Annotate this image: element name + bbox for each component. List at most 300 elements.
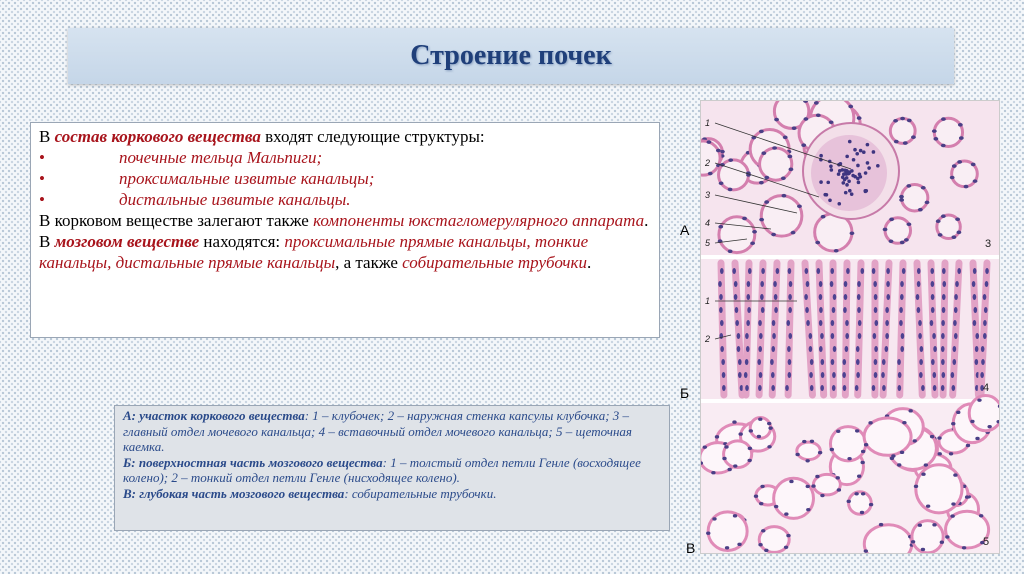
nucleus [844,191,848,195]
nucleus [847,179,851,183]
panel-label-c: В [686,540,696,556]
nucleus [900,117,905,121]
nucleus [970,420,974,423]
nucleus [973,268,977,274]
nucleus [806,508,810,511]
nucleus [786,320,790,326]
nucleus [859,149,863,153]
nucleus [759,181,764,185]
nucleus [954,307,958,313]
nucleus [899,320,903,326]
nucleus [747,307,751,313]
nucleus [788,372,792,378]
nucleus [843,307,847,313]
nucleus [774,505,778,508]
nucleus [971,163,976,167]
nucleus [862,150,866,154]
nucleus [902,268,906,274]
nucleus [734,294,738,300]
nucleus [955,217,960,221]
nucleus [917,281,921,287]
nucleus [866,161,870,165]
nucleus [885,320,889,326]
nucleus [949,452,953,455]
nucleus [921,472,925,475]
bullet-dot: • [39,148,45,167]
nucleus [814,101,819,105]
nucleus [728,158,733,162]
nucleus [941,117,946,121]
nucleus [747,459,751,462]
nucleus [789,480,793,483]
nucleus [952,385,956,391]
nucleus [906,184,911,188]
nucleus [724,445,728,448]
nucleus [911,135,916,139]
histology-svg [701,101,999,553]
duct-section [864,525,912,553]
nucleus [874,359,878,365]
nucleus [973,320,977,326]
nucleus [754,495,758,498]
nucleus [781,176,786,180]
nucleus [941,346,945,352]
nucleus [720,346,724,352]
nucleus [761,529,765,532]
nucleus [829,165,833,169]
nucleus [885,333,889,339]
nucleus [772,146,777,150]
corner-c: 5 [983,536,990,548]
nucleus [889,239,894,243]
nucleus [864,443,868,446]
tubule-section [934,118,962,146]
nucleus [842,359,846,365]
nucleus [733,464,737,467]
nucleus [898,385,902,391]
nucleus [966,444,970,447]
nucleus [846,268,850,274]
nucleus [843,385,847,391]
nucleus [828,198,832,202]
nucleus [829,120,834,124]
nucleus [907,222,912,226]
nucleus [918,320,922,326]
nucleus [758,543,762,546]
nucleus [718,225,723,229]
nucleus [837,172,841,176]
nucleus [889,218,894,222]
nucleus [897,359,901,365]
nucleus [728,250,733,254]
duct-section [912,521,943,553]
nucleus [900,294,904,300]
nucleus [836,476,840,479]
nucleus [983,294,987,300]
nucleus [856,346,860,352]
nucleus [832,372,836,378]
nucleus [894,140,899,144]
nucleus [856,359,860,365]
nucleus [764,200,769,204]
nucleus [919,359,923,365]
nucleus [819,294,823,300]
duct-section [724,441,752,468]
nucleus [819,307,823,313]
nucleus [816,113,821,117]
nucleus [845,176,849,180]
nucleus [725,546,729,549]
nucleus [773,281,777,287]
nucleus [858,172,862,176]
nucleus [941,385,945,391]
nucleus [921,385,925,391]
nucleus [737,346,741,352]
nucleus [918,208,923,212]
jga-line: В корковом веществе залегают также компоненты юкстагломерулярного аппарата. [39,211,649,230]
nucleus [845,320,849,326]
nucleus [956,411,960,414]
nucleus [821,372,825,378]
nucleus [805,459,809,462]
nucleus [810,385,814,391]
nucleus [804,117,809,121]
nucleus [868,421,872,424]
duct-section [969,396,999,431]
nucleus [932,333,936,339]
nucleus [873,333,877,339]
nucleus [904,238,909,242]
caption-c: В: глубокая часть мозгового вещества: собирательные трубочки. [123,485,497,501]
nucleus [957,160,962,164]
nucleus [738,432,742,435]
nucleus [858,320,862,326]
nucleus [771,233,776,237]
nucleus [833,294,837,300]
nucleus [951,372,955,378]
corner-a: 3 [985,238,992,250]
label-a-4: 4 [705,218,711,228]
nucleus [805,268,809,274]
nucleus [931,294,935,300]
nucleus [758,346,762,352]
nucleus [746,346,750,352]
nucleus [858,333,862,339]
nucleus [745,385,749,391]
nucleus [874,346,878,352]
nucleus [874,372,878,378]
nucleus [819,281,823,287]
bullet-dot: • [39,190,45,209]
nucleus [771,385,775,391]
nucleus [872,268,876,274]
nucleus [981,346,985,352]
nucleus [832,307,836,313]
nucleus [893,119,898,123]
nucleus [845,155,849,159]
nucleus [712,517,716,520]
nucleus [761,307,765,313]
duct-section [830,427,865,461]
nucleus [940,541,944,544]
nucleus [931,359,935,365]
label-a-1: 1 [705,118,711,128]
nucleus [981,359,985,365]
nucleus [983,333,987,339]
nucleus [845,346,849,352]
nucleus [855,385,859,391]
nucleus [941,214,946,218]
nucleus [718,281,722,287]
nucleus [848,140,852,144]
nucleus [861,492,865,495]
nucleus [845,183,849,187]
nucleus [876,164,880,168]
nucleus [863,189,867,193]
nucleus [722,372,726,378]
nucleus [942,307,946,313]
nucleus [759,372,763,378]
nucleus [830,268,834,274]
nucleus [962,546,966,549]
nucleus [806,281,810,287]
nucleus [941,333,945,339]
nucleus [784,512,788,515]
tubule-section [719,217,755,253]
panel-a-cortex [701,101,999,255]
nucleus [750,241,755,245]
nucleus [850,231,855,235]
nucleus [941,359,945,365]
nucleus [759,502,763,505]
nucleus [819,320,823,326]
nucleus [742,217,747,221]
nucleus [920,346,924,352]
nucleus [711,471,715,474]
nucleus [973,294,977,300]
nucleus [882,385,886,391]
caption-b: Б: поверхностная часть мозгового вещества: 1 – толстый отдел петли Генле (восходящее колено); 2 – тонкий отдел петли Генле (нисходящее колено). [123,454,641,486]
nucleus [850,192,854,196]
nucleus [759,218,764,222]
nucleus [908,409,912,412]
nucleus [783,136,788,140]
nucleus [899,198,904,202]
nucleus [819,154,823,158]
nucleus [738,359,742,365]
nucleus [900,451,904,454]
nucleus [848,189,852,193]
label-b-2: 2 [705,334,711,344]
title-bar [68,28,954,84]
nucleus [958,123,963,127]
label-a-3: 3 [705,190,711,200]
nucleus [985,268,989,274]
nucleus [746,320,750,326]
nucleus [903,141,908,145]
nucleus [818,451,822,454]
nucleus [703,445,707,448]
nucleus [941,320,945,326]
nucleus [722,385,726,391]
nucleus [921,186,926,190]
nucleus [844,294,848,300]
label-a-2: 2 [705,158,711,168]
nucleus [797,204,802,208]
nucleus [842,372,846,378]
nucleus [809,346,813,352]
nucleus [771,372,775,378]
nucleus [782,194,787,198]
nucleus [900,346,904,352]
nucleus [898,372,902,378]
nucleus [867,166,871,170]
nucleus [789,281,793,287]
duct-section [797,442,820,460]
nucleus [897,463,901,466]
nucleus [941,144,946,148]
tubule-section [701,141,720,175]
nucleus [758,320,762,326]
nucleus [810,359,814,365]
nucleus [719,294,723,300]
bullet-item: • почечные тельца Мальпиги; [39,148,323,167]
panel-label-b: Б [680,385,690,401]
nucleus [885,346,889,352]
nucleus [975,333,979,339]
nucleus [720,320,724,326]
nucleus [874,294,878,300]
nucleus [843,168,847,172]
nucleus [841,181,845,185]
nucleus [900,281,904,287]
nucleus [820,333,824,339]
nucleus [715,435,719,438]
nucleus [749,429,753,432]
nucleus [852,158,856,162]
nucleus [727,468,731,471]
nucleus [937,436,941,439]
nucleus [759,333,763,339]
nucleus [774,307,778,313]
nucleus [801,143,806,147]
nucleus [728,188,733,192]
nucleus [733,514,737,517]
nucleus [950,176,955,180]
nucleus [837,488,841,491]
nucleus [857,116,862,120]
nucleus [772,320,776,326]
nucleus [883,228,888,232]
nucleus [708,172,713,176]
nucleus [788,307,792,313]
nucleus [761,151,766,155]
nucleus [795,453,799,456]
nucleus [974,307,978,313]
nucleus [764,176,769,180]
nucleus [886,281,890,287]
nucleus [930,268,934,274]
nucleus [951,235,956,239]
nucleus [954,333,958,339]
nucleus [760,281,764,287]
nucleus [774,118,779,122]
panel-b-outer-medulla [701,259,999,399]
nucleus [816,268,820,274]
nucleus [758,385,762,391]
cortex-highlight: состав коркового вещества [54,127,261,146]
nucleus [983,320,987,326]
nucleus [772,333,776,339]
nucleus [951,422,955,425]
nucleus [819,346,823,352]
nucleus [931,307,935,313]
nucleus [737,333,741,339]
nucleus [955,281,959,287]
nucleus [869,503,873,506]
nucleus [815,475,819,478]
nucleus [764,549,768,552]
nucleus [805,307,809,313]
nucleus [788,333,792,339]
nucleus [907,119,912,123]
nucleus [732,268,736,274]
label-a-5: 5 [705,238,711,248]
nucleus [987,425,991,428]
nucleus [815,241,820,245]
nucleus [745,359,749,365]
nucleus [791,231,796,235]
nucleus [788,268,792,274]
nucleus [918,524,922,527]
nucleus [826,181,830,185]
nucleus [891,454,895,457]
nucleus [760,294,764,300]
nucleus [720,268,724,274]
nucleus [770,359,774,365]
main-text-box [30,122,660,338]
nucleus [879,523,883,526]
nucleus [942,281,946,287]
nucleus [972,281,976,287]
nucleus [936,219,941,223]
nucleus [930,435,934,438]
nucleus [776,268,780,274]
nucleus [932,523,936,526]
nucleus [831,359,835,365]
nucleus [864,549,868,552]
nucleus [735,320,739,326]
nucleus [825,193,829,197]
nucleus [860,511,864,514]
nucleus [856,372,860,378]
nucleus [761,268,765,274]
nucleus [901,333,905,339]
nucleus [953,473,957,476]
nucleus [821,359,825,365]
nucleus [916,294,920,300]
nucleus [785,385,789,391]
nucleus [942,294,946,300]
nucleus [886,294,890,300]
nucleus [942,372,946,378]
nucleus [831,333,835,339]
nucleus [789,168,794,172]
duct-section [849,492,872,515]
nucleus [931,281,935,287]
histology-image [700,100,1000,554]
nucleus [855,152,859,156]
